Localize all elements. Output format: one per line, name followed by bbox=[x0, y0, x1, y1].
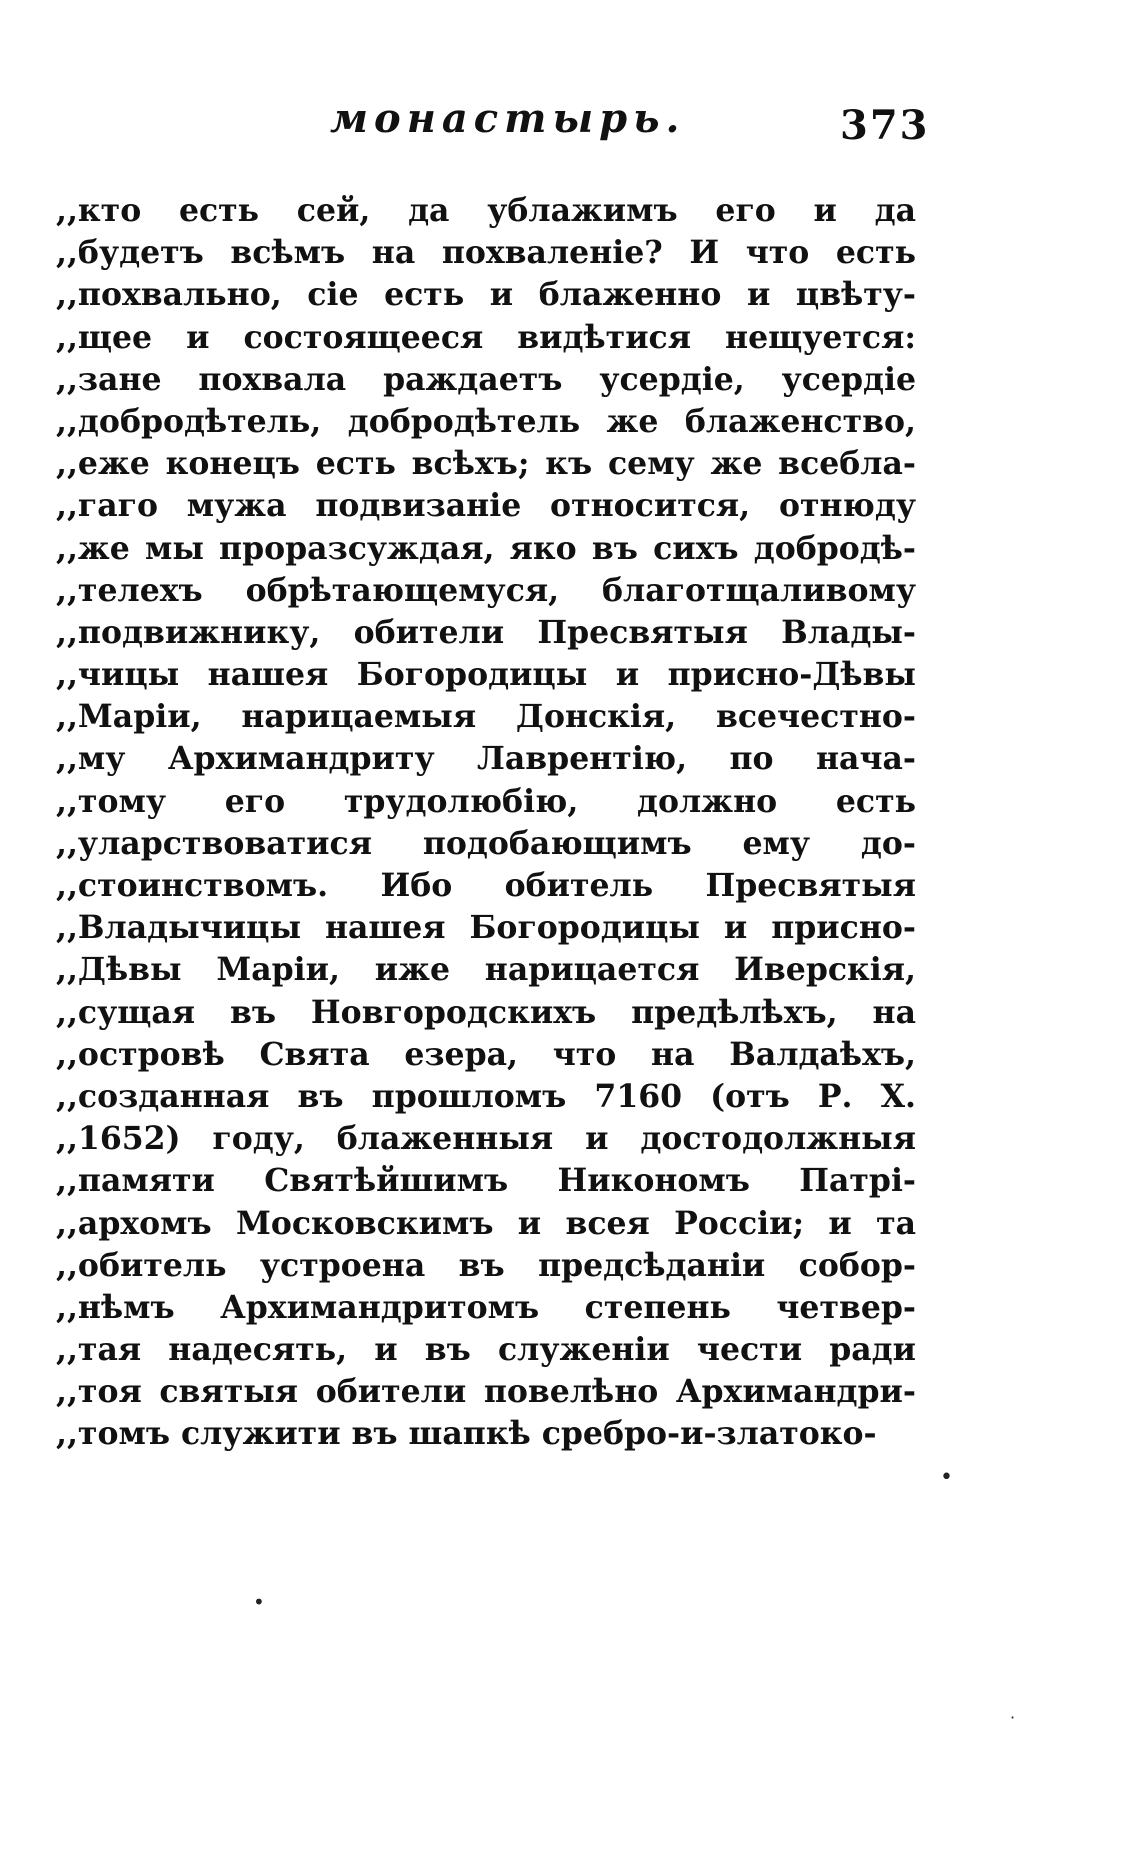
text-line: ,,телехъ обрѣтающемуся, благотщаливому bbox=[56, 571, 916, 609]
text-line: ,,гаго мужа подвизаніе относится, отнюду bbox=[56, 487, 916, 525]
ink-speck: • bbox=[940, 1465, 953, 1490]
body-text bbox=[56, 190, 916, 1456]
ink-speck: • bbox=[253, 1590, 265, 1614]
text-line: ,,добродѣтель, добродѣтель же блаженство, bbox=[56, 402, 916, 440]
text-line: ,,сущая въ Новгородскихъ предѣлѣхъ, на bbox=[56, 993, 916, 1031]
text-line: ,,же мы проразсуждая, яко въ сихъ добродѣ- bbox=[56, 529, 916, 567]
text-line: ,,томъ служити въ шапкѣ сребро-и-златоко- bbox=[56, 1415, 877, 1453]
text-line: ,,тоя святыя обители повелѣно Архимандри- bbox=[56, 1373, 916, 1411]
text-line: ,,щее и состоящееся видѣтися нещуется: bbox=[56, 318, 916, 356]
text-line: ,,тому его трудолюбію, должно есть bbox=[56, 782, 916, 820]
running-title: монастырь. bbox=[330, 95, 686, 142]
text-line: ,,кто есть сей, да ублажимъ его и да bbox=[56, 192, 916, 229]
text-line: ,,Маріи, нарицаемыя Донскія, всечестно- bbox=[56, 698, 916, 736]
text-line: ,,созданная въ прошломъ 7160 (отъ Р. Х. bbox=[56, 1077, 916, 1115]
text-line: ,,нѣмъ Архимандритомъ степень четвер- bbox=[56, 1288, 916, 1326]
text-line: ,,подвижнику, обители Пресвятыя Влады- bbox=[56, 613, 916, 651]
text-line: ,,обитель устроена въ предсѣданіи собор- bbox=[56, 1246, 916, 1284]
text-line: ,,архомъ Московскимъ и всея Россіи; и та bbox=[56, 1204, 916, 1242]
text-line: ,,островѣ Свята езера, что на Валдаѣхъ, bbox=[56, 1035, 916, 1073]
text-line: ,,тая надесять, и въ служеніи чести ради bbox=[56, 1331, 916, 1369]
text-line: ,,похвально, сіе есть и блаженно и цвѣту- bbox=[56, 276, 916, 314]
text-line: ,,памяти Святѣйшимъ Никономъ Патрі- bbox=[56, 1162, 916, 1200]
text-line: ,,1652) году, блаженныя и достодолжныя bbox=[56, 1120, 916, 1158]
page-number: 373 bbox=[840, 102, 930, 149]
ink-speck: · bbox=[1010, 1708, 1016, 1727]
text-line: ,,Владычицы нашея Богородицы и присно- bbox=[56, 909, 916, 947]
text-line: ,,уларствоватися подобающимъ ему до- bbox=[56, 824, 916, 862]
text-line: ,,му Архимандриту Лаврентію, по нача- bbox=[56, 740, 916, 778]
text-line: ,,Дѣвы Маріи, иже нарицается Иверскія, bbox=[56, 951, 916, 989]
text-line: ,,стоинствомъ. Ибо обитель Пресвятыя bbox=[56, 867, 916, 904]
text-line: ,,будетъ всѣмъ на похваленіе? И что есть bbox=[56, 234, 916, 272]
text-line: ,,зане похвала раждаетъ усердіе, усердіе bbox=[56, 360, 916, 398]
text-line: ,,чицы нашея Богородицы и присно-Дѣвы bbox=[56, 656, 916, 694]
text-line: ,,еже конецъ есть всѣхъ; къ сему же всебла- bbox=[56, 445, 916, 483]
